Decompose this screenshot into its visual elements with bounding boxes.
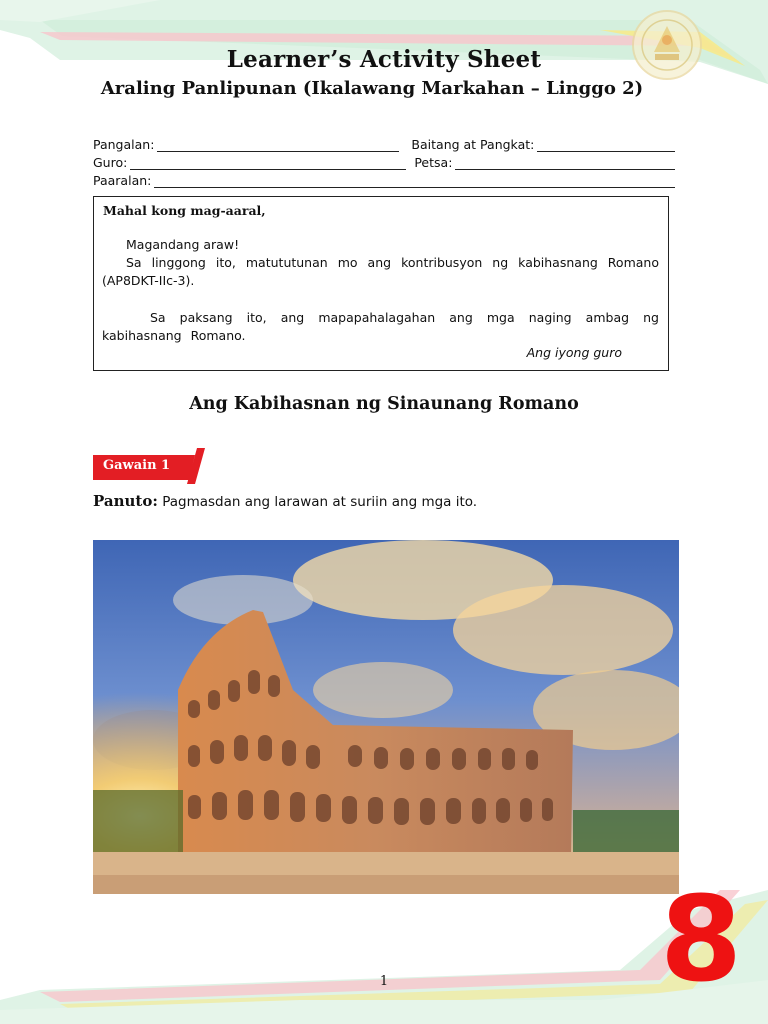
section-title: Ang Kabihasnan ng Sinaunang Romano [189,394,579,414]
teacher-line[interactable] [130,157,406,170]
letter-box [93,196,669,371]
footer-decoration [0,820,768,1024]
page-subtitle: Araling Panlipunan (Ikalawang Markahan – Linggo 2) [100,78,644,99]
grade-section-line[interactable] [537,139,675,152]
name-row [93,134,675,152]
instruction-label: Panuto: [93,492,158,510]
activity-badge [93,446,211,486]
grade-level-number: 8 [660,870,743,1008]
page-number: 1 [379,974,389,989]
activity-label: Gawain 1 [103,458,171,473]
instruction-text: Pagmasdan ang larawan at suriin ang mga ito. [162,494,478,510]
teacher-label: Guro: [93,155,128,170]
school-row [93,170,675,188]
page-title: Learner’s Activity Sheet [226,46,542,73]
letter-paragraph-2: Sa paksang ito, ang mapapahalagahan ang mga naging ambag ng kabihasnang Romano. [102,310,659,343]
name-label: Pangalan: [93,137,155,152]
grade-section-label: Baitang at Pangkat: [411,137,535,152]
name-line[interactable] [157,139,399,152]
school-label: Paaralan: [93,173,152,188]
letter-paragraph-1: Sa linggong ito, matututunan mo ang kontribusyon ng kabihasnang Romano (AP8DKT-IIc-3). [102,255,659,288]
date-line[interactable] [455,157,675,170]
letter-greeting: Magandang araw! [126,237,240,252]
letter-salutation: Mahal kong mag-aaral, [103,203,266,218]
instruction [93,492,477,510]
date-label: Petsa: [414,155,453,170]
teacher-row [93,152,675,170]
letter-signature: Ang iyong guro [526,345,622,360]
student-info-fields [93,134,675,188]
school-line[interactable] [154,175,675,188]
